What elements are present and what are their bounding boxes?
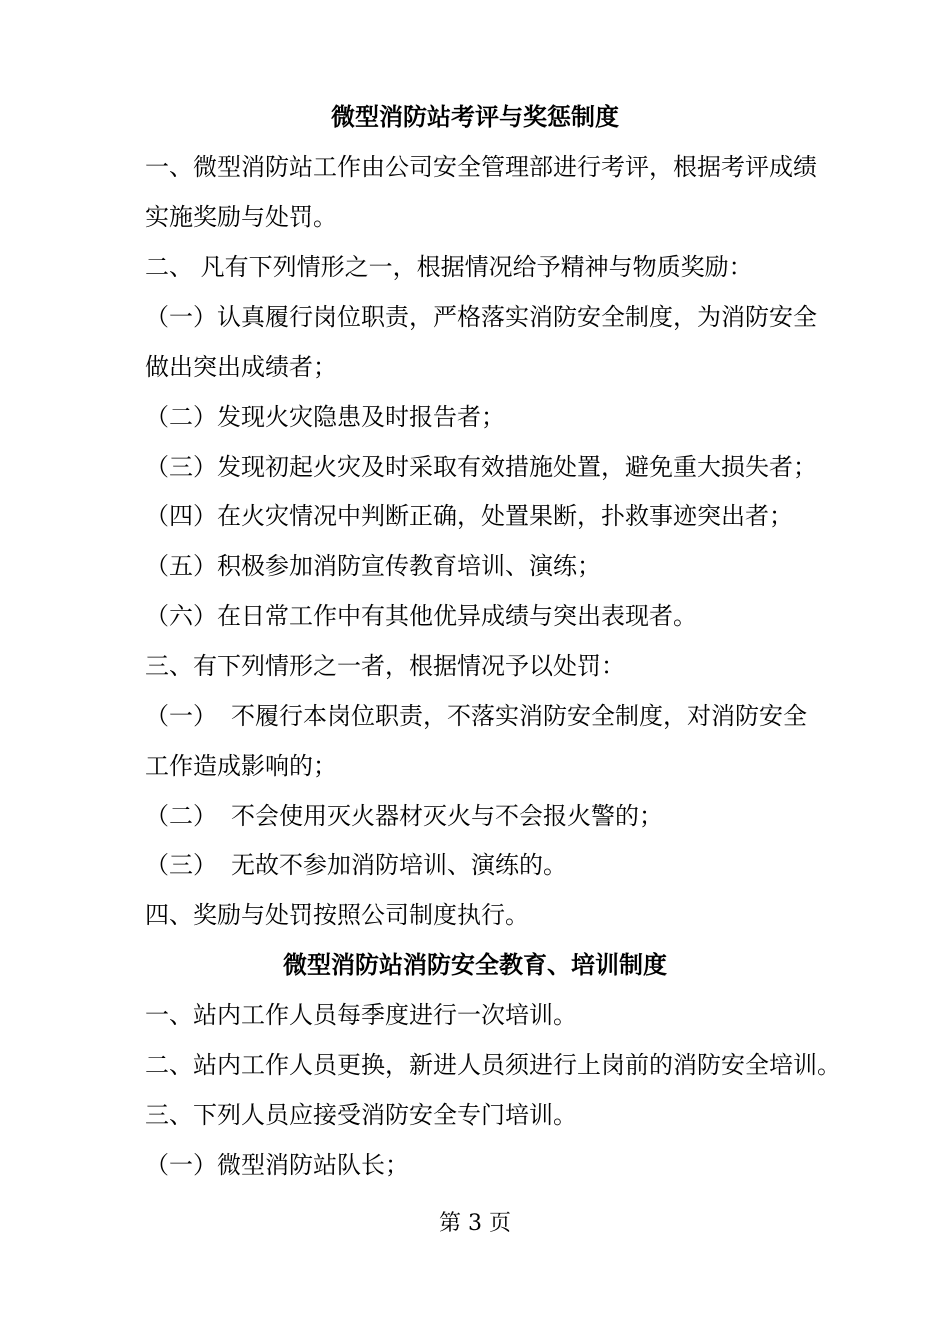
penalty-item-1-label: （一） <box>145 702 217 730</box>
section2-title: 微型消防站消防安全教育、培训制度 <box>283 950 667 979</box>
page-number: 第 3 页 <box>439 1211 511 1236</box>
section1-paragraph-1-line-2: 实施奖励与处罚。 <box>145 203 337 231</box>
penalty-item-3-text: 无故不参加消防培训、演练的。 <box>231 851 567 879</box>
penalty-item-1-line-1 <box>145 699 825 733</box>
section1-title: 微型消防站考评与奖惩制度 <box>331 102 619 131</box>
reward-item-5: （五）积极参加消防宣传教育培训、演练； <box>145 552 601 580</box>
reward-item-1-line-1: （一）认真履行岗位职责，严格落实消防安全制度，为消防安全 <box>145 303 817 331</box>
section1-paragraph-1-line-1: 一、微型消防站工作由公司安全管理部进行考评，根据考评成绩 <box>145 153 817 181</box>
penalty-item-2 <box>145 799 825 833</box>
penalty-item-2-text: 不会使用灭火器材灭火与不会报火警的； <box>231 802 663 830</box>
section2-paragraph-1: 一、站内工作人员每季度进行一次培训。 <box>145 1001 577 1029</box>
reward-item-1-line-2: 做出突出成绩者； <box>145 353 337 381</box>
section2-paragraph-2: 二、站内工作人员更换，新进人员须进行上岗前的消防安全培训。 <box>145 1051 841 1079</box>
penalty-item-3-label: （三） <box>145 851 217 879</box>
reward-item-6: （六）在日常工作中有其他优异成绩与突出表现者。 <box>145 602 697 630</box>
section1-paragraph-4: 四、奖励与处罚按照公司制度执行。 <box>145 901 529 929</box>
penalty-item-1-line-2: 工作造成影响的； <box>145 752 337 780</box>
penalty-item-2-label: （二） <box>145 802 217 830</box>
reward-item-4: （四）在火灾情况中判断正确，处置果断，扑救事迹突出者； <box>145 502 793 530</box>
penalty-item-3 <box>145 848 825 882</box>
section1-paragraph-2: 二、 凡有下列情形之一，根据情况给予精神与物质奖励： <box>145 253 753 281</box>
penalty-item-1-text: 不履行本岗位职责，不落实消防安全制度，对消防安全 <box>231 702 807 730</box>
section2-paragraph-3: 三、下列人员应接受消防安全专门培训。 <box>145 1101 577 1129</box>
section1-paragraph-3: 三、有下列情形之一者，根据情况予以处罚： <box>145 652 625 680</box>
training-item-1: （一）微型消防站队长； <box>145 1151 409 1179</box>
reward-item-2: （二）发现火灾隐患及时报告者； <box>145 403 505 431</box>
reward-item-3: （三）发现初起火灾及时采取有效措施处置，避免重大损失者； <box>145 453 817 481</box>
